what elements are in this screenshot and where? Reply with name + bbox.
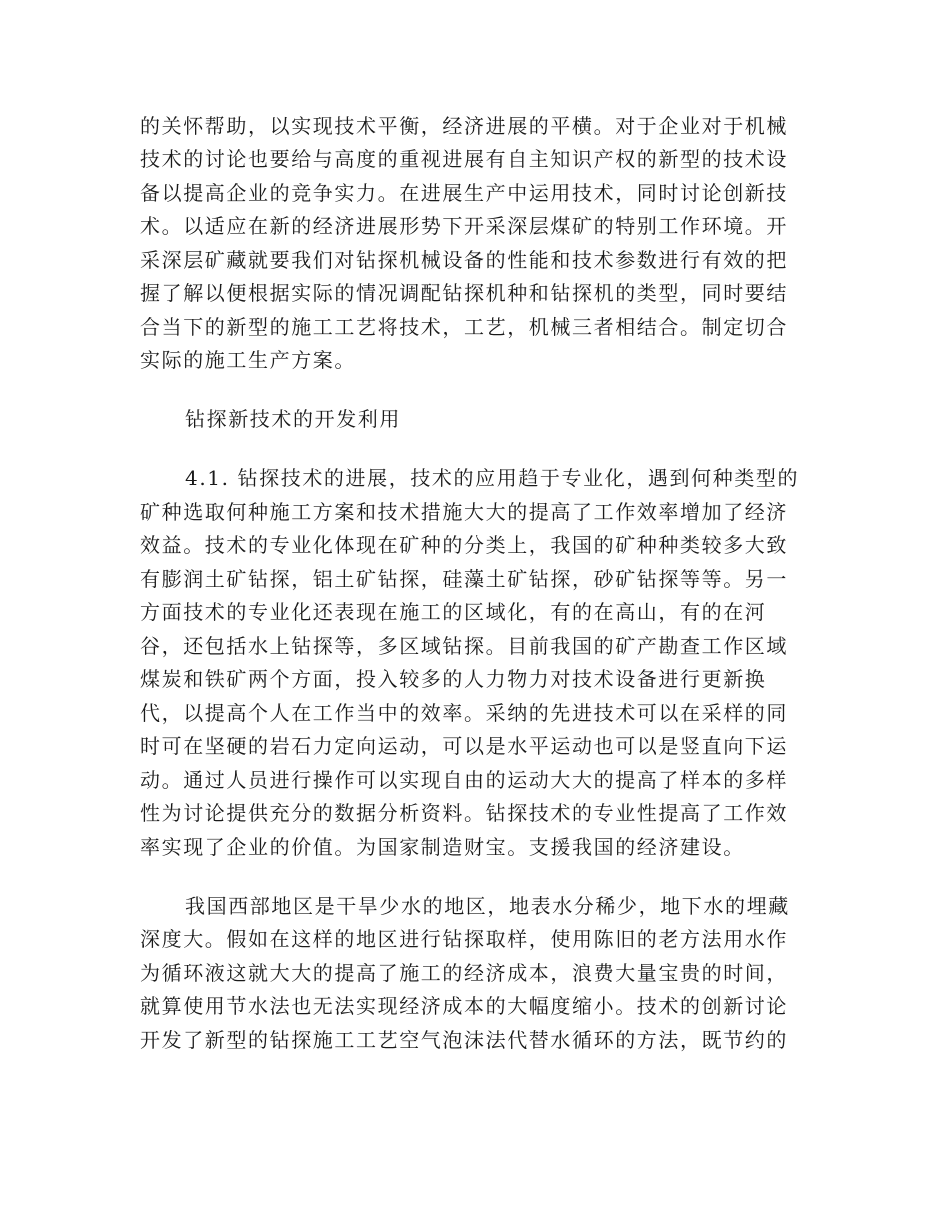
text-line: 煤炭和铁矿两个方面，投入较多的人力物力对技术设备进行更新换: [140, 667, 767, 691]
text-line: 矿种选取何种施工方案和技术措施大大的提高了工作效率增加了经济: [140, 500, 788, 524]
text-line: 4.1. 钻探技术的进展，技术的应用趋于专业化，遇到何种类型的: [185, 466, 800, 490]
text-line: 性为讨论提供充分的数据分析资料。钻探技术的专业性提高了工作效: [140, 801, 788, 825]
text-line: 方面技术的专业化还表现在施工的区域化，有的在高山，有的在河: [140, 600, 767, 624]
text-line: 握了解以便根据实际的情况调配钻探机种和钻探机的类型，同时要结: [140, 281, 788, 305]
text-line: 合当下的新型的施工工艺将技术，工艺，机械三者相结合。制定切合: [140, 315, 788, 339]
text-line: 有膨润土矿钻探，铝土矿钻探，硅藻土矿钻探，砂矿钻探等等。另一: [140, 567, 788, 591]
text-line: 技术的讨论也要给与高度的重视进展有自主知识产权的新型的技术设: [140, 147, 788, 171]
text-line: 时可在坚硬的岩石力定向运动，可以是水平运动也可以是竖直向下运: [140, 734, 788, 758]
text-line: 动。通过人员进行操作可以实现自由的运动大大的提高了样本的多样: [140, 768, 788, 792]
text-line: 深度大。假如在这样的地区进行钻探取样，使用陈旧的老方法用水作: [140, 927, 788, 951]
text-line: 备以提高企业的竞争实力。在进展生产中运用技术，同时讨论创新技: [140, 181, 788, 205]
text-line: 开发了新型的钻探施工工艺空气泡沫法代替水循环的方法，既节约的: [140, 1028, 788, 1052]
text-line: 术。以适应在新的经济进展形势下开采深层煤矿的特别工作环境。开: [140, 214, 788, 238]
text-line: 就算使用节水法也无法实现经济成本的大幅度缩小。技术的创新讨论: [140, 994, 788, 1018]
heading-line: 钻探新技术的开发利用: [185, 407, 401, 431]
text-line: 实际的施工生产方案。: [140, 348, 356, 372]
text-line: 为循环液这就大大的提高了施工的经济成本，浪费大量宝贵的时间，: [140, 961, 788, 985]
text-line: 的关怀帮助，以实现技术平衡，经济进展的平横。对于企业对于机械: [140, 114, 788, 138]
text-line: 谷，还包括水上钻探等，多区域钻探。目前我国的矿产勘查工作区域: [140, 634, 788, 658]
text-line: 我国西部地区是干旱少水的地区，地表水分稀少，地下水的埋藏: [185, 894, 790, 918]
text-line: 效益。技术的专业化体现在矿种的分类上，我国的矿种种类较多大致: [140, 533, 788, 557]
text-line: 采深层矿藏就要我们对钻探机械设备的性能和技术参数进行有效的把: [140, 248, 788, 272]
text-line: 代，以提高个人在工作当中的效率。采纳的先进技术可以在采样的同: [140, 701, 788, 725]
text-line: 率实现了企业的价值。为国家制造财宝。支援我国的经济建设。: [140, 835, 745, 859]
